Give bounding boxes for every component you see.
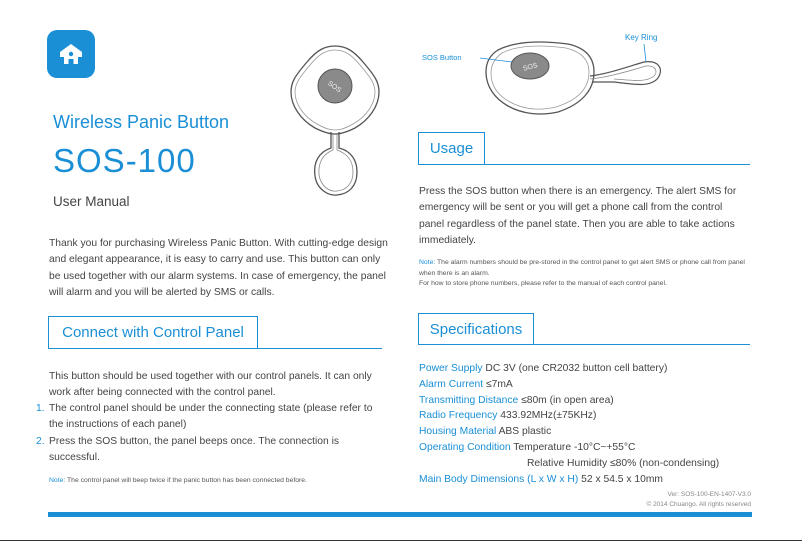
spec-value: 52 x 54.5 x 10mm bbox=[581, 474, 663, 485]
spec-key: Main Body Dimensions (L x W x H) bbox=[419, 474, 579, 485]
spec-value: ≤7mA bbox=[485, 379, 513, 390]
manual-label: User Manual bbox=[53, 194, 130, 209]
note-text: The alarm numbers should be pre-stored in the control panel to get alert SMS or phone call from panel when there is an alarm. bbox=[419, 259, 745, 277]
spec-key: Power Supply bbox=[419, 363, 483, 374]
spec-value: ≤80m (in open area) bbox=[521, 395, 614, 406]
spec-row bbox=[419, 363, 667, 374]
usage-note bbox=[419, 258, 754, 290]
spec-row bbox=[419, 442, 635, 453]
step-number: 1. bbox=[36, 403, 45, 414]
copyright-text: © 2014 Chuango. All rights reserved bbox=[646, 501, 751, 508]
usage-paragraph: Press the SOS button when there is an emergency. The alert SMS for emergency will be sent or you will get a phone call from the control panel regardless of the panel state. Then you are able to take actions immediately. bbox=[419, 186, 737, 246]
spec-key: Transmitting Distance bbox=[419, 395, 519, 406]
version-info bbox=[646, 490, 751, 510]
brand-logo bbox=[47, 30, 95, 78]
product-diagram bbox=[418, 28, 678, 128]
version-text: Ver: SOS-100-EN-1407-V3.0 bbox=[667, 491, 751, 498]
step-text: Press the SOS button, the panel beeps once. The connection is successful. bbox=[49, 435, 340, 463]
spec-value: ABS plastic bbox=[498, 426, 552, 437]
spec-row bbox=[527, 458, 719, 469]
key-ring-leader bbox=[644, 44, 646, 62]
document-subtitle: Wireless Panic Button bbox=[53, 112, 230, 132]
footer-bar bbox=[48, 512, 752, 517]
connect-note bbox=[49, 476, 389, 487]
spec-row bbox=[419, 426, 551, 437]
note-label: Note: bbox=[49, 477, 66, 484]
spec-key: Operating Condition bbox=[419, 442, 511, 453]
connect-section-heading: Connect with Control Panel bbox=[48, 316, 258, 349]
spec-row bbox=[419, 395, 614, 406]
note-text-2: For how to store phone numbers, please refer to the manual of each control panel. bbox=[419, 280, 667, 287]
list-item bbox=[36, 434, 386, 467]
page-bottom-rule bbox=[0, 540, 802, 541]
spec-value: DC 3V (one CR2032 button cell battery) bbox=[485, 363, 668, 374]
spec-value: Relative Humidity ≤80% (non-condensing) bbox=[527, 458, 720, 469]
spec-row bbox=[419, 379, 513, 390]
specs-section-heading: Specifications bbox=[418, 313, 534, 345]
spec-value: 433.92MHz(±75KHz) bbox=[500, 410, 597, 421]
house-icon bbox=[47, 30, 95, 78]
spec-row bbox=[419, 474, 663, 485]
sos-button-callout: SOS Button bbox=[422, 53, 462, 62]
note-label: Note: bbox=[419, 259, 436, 266]
list-item bbox=[36, 401, 386, 434]
key-ring-callout: Key Ring bbox=[625, 33, 658, 42]
usage-section-heading: Usage bbox=[418, 132, 485, 165]
spec-value: Temperature -10°C~+55°C bbox=[513, 442, 636, 453]
diagram-button-label: SOS bbox=[522, 62, 539, 73]
note-text: The control panel will beep twice if the panic button has been connected before. bbox=[67, 477, 307, 484]
connect-paragraph: This button should be used together with our control panels. It can only work after being connected with the control panel. bbox=[49, 371, 372, 399]
spec-row bbox=[419, 410, 596, 421]
model-title: SOS-100 bbox=[53, 142, 196, 179]
illustration-button-label: SOS bbox=[326, 80, 343, 95]
step-number: 2. bbox=[36, 435, 45, 447]
connect-steps bbox=[36, 401, 386, 466]
spec-key: Alarm Current bbox=[419, 379, 484, 390]
intro-paragraph: Thank you for purchasing Wireless Panic Button. With cutting-edge design and elegant appearance, it is easy to carry and use. This button can only be used together with our alarm systems. In case of emergency, the panel will alarm and you will be alerted by SMS or calls. bbox=[49, 238, 388, 298]
spec-key: Housing Material bbox=[419, 426, 497, 437]
spec-key: Radio Frequency bbox=[419, 410, 498, 421]
product-illustration bbox=[285, 40, 385, 200]
step-text: The control panel should be under the connecting state (please refer to the instructions of each panel) bbox=[49, 403, 373, 431]
